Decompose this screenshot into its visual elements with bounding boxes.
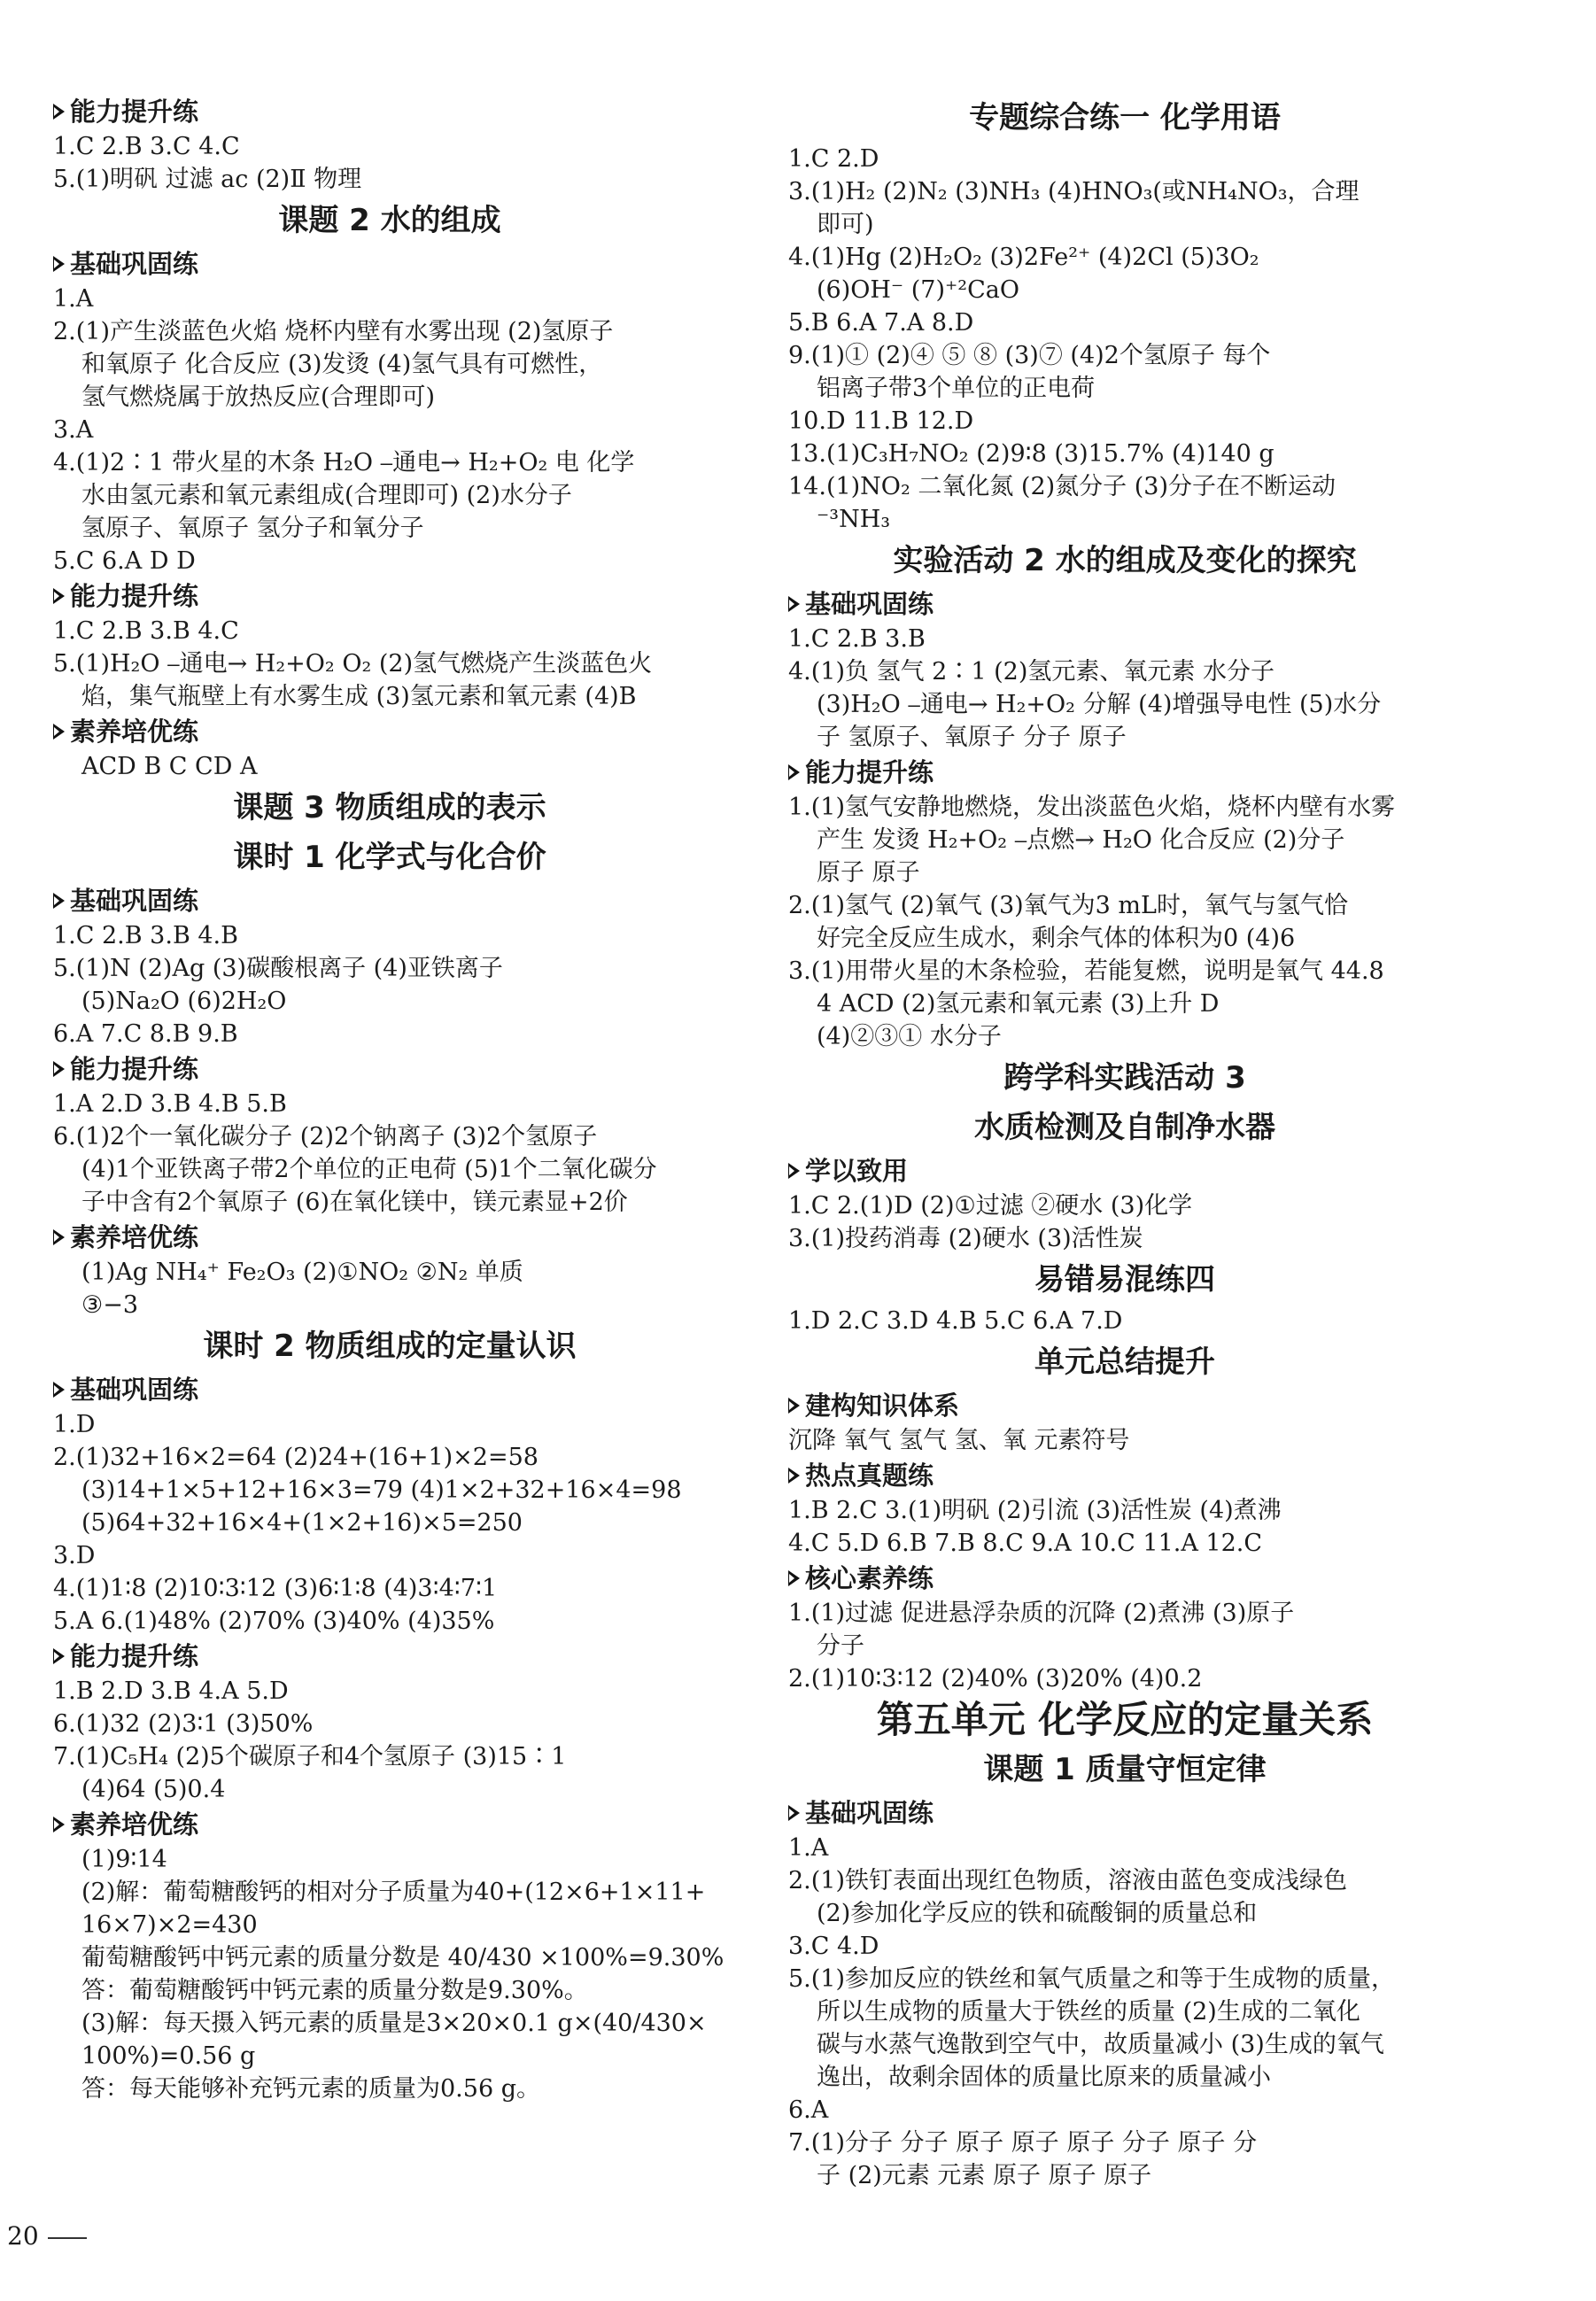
section-heading	[788, 754, 1461, 791]
answer-line: 6.(1)2个一氧化碳分子 (2)2个钠离子 (3)2个氢原子	[53, 1123, 598, 1150]
section-heading	[788, 1152, 1461, 1189]
answer-line: 5.B 6.A 7.A 8.D	[788, 309, 974, 337]
answer-line: 葡萄糖酸钙中钙元素的质量分数是 40/430 ×100%=9.30%	[81, 1944, 724, 1972]
section-heading-text: 能力提升练	[805, 757, 934, 787]
answer-line: 5.(1)H₂O ⎯通电→ H₂+O₂ O₂ (2)氢气燃烧产生淡蓝色火	[53, 650, 653, 678]
answer-line: 14.(1)NO₂ 二氧化氮 (2)氮分子 (3)分子在不断运动	[788, 473, 1336, 500]
answer-line: 1.D	[53, 1411, 96, 1438]
lesson-title: 课题 1 质量守恒定律	[983, 1752, 1267, 1787]
answer-line: 6.(1)32 (2)3∶1 (3)50%	[53, 1710, 314, 1738]
answer-line: 13.(1)C₃H₇NO₂ (2)9∶8 (3)15.7% (4)140 g	[788, 440, 1274, 468]
section-heading-text: 基础巩固练	[805, 1798, 934, 1828]
answer-line: 和氧原子 化合反应 (3)发烫 (4)氢气具有可燃性，	[81, 351, 603, 378]
answer-line: 4 ACD (2)氢元素和氧元素 (3)上升 D	[817, 990, 1220, 1018]
answer-line: 3.(1)投药消毒 (2)硬水 (3)活性炭	[788, 1225, 1143, 1252]
section-heading	[53, 1806, 726, 1843]
answer-line: 5.(1)参加反应的铁丝和氧气质量之和等于生成物的质量，	[788, 1965, 1396, 1993]
answer-line: (3)解：每天摄入钙元素的质量是3×20×0.1 g×(40/430×	[81, 2010, 707, 2037]
answer-line: 4.(1)负 氢气 2∶1 (2)氢元素、氧元素 水分子	[788, 658, 1274, 686]
lesson-title: 专题综合练一 化学用语	[969, 100, 1281, 136]
answer-line: 氢气燃烧属于放热反应(合理即可)	[81, 384, 436, 411]
answer-line: 子中含有2个氧原子 (6)在氧化镁中，镁元素显+2价	[81, 1189, 628, 1216]
section-heading-text: 能力提升练	[70, 1054, 199, 1084]
answer-line: 1.C 2.(1)D (2)①过滤 ②硬水 (3)化学	[788, 1192, 1193, 1220]
answer-line: 6.A 7.C 8.B 9.B	[53, 1020, 238, 1048]
answer-line: 逸出，故剩余固体的质量比原来的质量减小	[817, 2064, 1271, 2091]
answer-line: 1.(1)过滤 促进悬浮杂质的沉降 (2)煮沸 (3)原子	[788, 1600, 1295, 1627]
answer-line: (3)H₂O ⎯通电→ H₂+O₂ 分解 (4)增强导电性 (5)水分	[817, 691, 1382, 718]
section-heading-text: 基础巩固练	[70, 886, 199, 916]
triangle-bullet-icon	[788, 1398, 800, 1414]
section-heading	[53, 713, 726, 750]
lesson-title: 跨学科实践活动 3	[1003, 1060, 1246, 1096]
answer-line: 原子 原子	[817, 859, 920, 887]
answer-line: 3.A	[53, 416, 94, 444]
answer-line: 答：葡萄糖酸钙中钙元素的质量分数是9.30%。	[81, 1977, 588, 2004]
answer-line: 2.(1)32+16×2=64 (2)24+(16+1)×2=58	[53, 1444, 538, 1471]
lesson-title: 课时 1 化学式与化合价	[233, 840, 546, 875]
triangle-bullet-icon	[53, 1382, 65, 1398]
answer-line: 3.C 4.D	[788, 1933, 879, 1960]
section-heading	[53, 1050, 726, 1088]
answer-line: (4)64 (5)0.4	[81, 1776, 226, 1803]
section-heading	[788, 1387, 1461, 1424]
answer-line: 铝离子带3个单位的正电荷	[817, 375, 1096, 402]
answer-line: 1.A	[53, 285, 94, 313]
answer-line: 2.(1)氢气 (2)氧气 (3)氧气为3 mL时，氧气与氢气恰	[788, 892, 1348, 919]
answer-line: (4)②③① 水分子	[817, 1023, 1002, 1050]
section-heading-text: 学以致用	[805, 1156, 909, 1186]
answer-line: 子 氢原子、氧原子 分子 原子	[817, 724, 1127, 751]
section-heading-text: 基础巩固练	[70, 249, 199, 279]
answer-line: (6)OH⁻ (7)⁺²CaO	[817, 276, 1019, 304]
answer-line: 5.(1)N (2)Ag (3)碳酸根离子 (4)亚铁离子	[53, 955, 503, 982]
answer-line: (1)Ag NH₄⁺ Fe₂O₃ (2)①NO₂ ②N₂ 单质	[81, 1259, 523, 1286]
section-heading	[53, 577, 726, 615]
answer-line: 1.A 2.D 3.B 4.B 5.B	[53, 1090, 287, 1118]
answer-line: 沉降 氧气 氢气 氢、氧 元素符号	[788, 1427, 1130, 1454]
section-heading	[53, 1219, 726, 1256]
answer-line: 产生 发烫 H₂+O₂ ⎯点燃→ H₂O 化合反应 (2)分子	[817, 826, 1345, 854]
answer-line: 9.(1)① (2)④ ⑤ ⑧ (3)⑦ (4)2个氢原子 每个	[788, 342, 1271, 369]
section-heading	[53, 1371, 726, 1408]
triangle-bullet-icon	[53, 256, 65, 272]
answer-line: 3.D	[53, 1542, 96, 1569]
section-heading	[788, 1457, 1461, 1494]
answer-line: 1.A	[788, 1834, 829, 1862]
lesson-title: 课时 2 物质组成的定量认识	[203, 1329, 577, 1364]
answer-line: 3.(1)H₂ (2)N₂ (3)NH₃ (4)HNO₃(或NH₄NO₃，合理	[788, 178, 1360, 205]
triangle-bullet-icon	[53, 588, 65, 604]
answer-line: 2.(1)产生淡蓝色火焰 烧杯内壁有水雾出现 (2)氢原子	[53, 318, 614, 345]
lesson-title: 课题 3 物质组成的表示	[233, 790, 546, 825]
answer-line: 1.(1)氢气安静地燃烧，发出淡蓝色火焰，烧杯内壁有水雾	[788, 794, 1396, 821]
triangle-bullet-icon	[53, 1229, 65, 1245]
answer-line: (3)14+1×5+12+16×3=79 (4)1×2+32+16×4=98	[81, 1476, 682, 1504]
triangle-bullet-icon	[53, 1817, 65, 1832]
section-heading	[53, 1638, 726, 1675]
unit-title: 第五单元 化学反应的定量关系	[876, 1698, 1374, 1741]
answer-line: (4)1个亚铁离子带2个单位的正电荷 (5)1个二氧化碳分	[81, 1156, 657, 1183]
answer-line: 答：每天能够补充钙元素的质量为0.56 g。	[81, 2075, 540, 2103]
triangle-bullet-icon	[788, 596, 800, 612]
answer-line: 3.(1)用带火星的木条检验，若能复燃，说明是氧气 44.8	[788, 957, 1384, 985]
lesson-title: 单元总结提升	[1034, 1344, 1215, 1380]
answer-line: 1.B 2.D 3.B 4.A 5.D	[53, 1677, 289, 1705]
answer-line: 好完全反应生成水，剩余气体的体积为0 (4)6	[817, 925, 1296, 952]
triangle-bullet-icon	[788, 1468, 800, 1484]
answer-line: 4.(1)1∶8 (2)10∶3∶12 (3)6∶1∶8 (4)3∶4∶7∶1	[53, 1575, 498, 1602]
answer-line: 1.C 2.B 3.B	[788, 625, 926, 653]
lesson-title: 课题 2 水的组成	[278, 203, 501, 238]
page-number-dash	[48, 2237, 87, 2239]
answer-line: 碳与水蒸气逸散到空气中，故质量减小 (3)生成的氧气	[817, 2031, 1384, 2058]
section-heading-text: 核心素养练	[805, 1563, 934, 1593]
triangle-bullet-icon	[53, 724, 65, 740]
triangle-bullet-icon	[53, 893, 65, 909]
answer-line: 水由氢元素和氧元素组成(合理即可) (2)水分子	[81, 482, 572, 509]
answer-line: 子 (2)元素 元素 原子 原子 原子	[817, 2162, 1152, 2189]
right-column	[788, 93, 1461, 2192]
answer-line: 7.(1)分子 分子 原子 原子 原子 分子 原子 分	[788, 2129, 1258, 2157]
answer-line: 7.(1)C₅H₄ (2)5个碳原子和4个氢原子 (3)15∶1	[53, 1743, 567, 1770]
section-heading-text: 素养培优练	[70, 1809, 199, 1840]
section-heading	[53, 882, 726, 919]
answer-line: 5.(1)明矾 过滤 ac (2)Ⅱ 物理	[53, 166, 362, 193]
triangle-bullet-icon	[53, 1648, 65, 1664]
answer-line: 6.A	[788, 2096, 829, 2124]
triangle-bullet-icon	[788, 764, 800, 780]
answer-line: 1.B 2.C 3.(1)明矾 (2)引流 (3)活性炭 (4)煮沸	[788, 1497, 1282, 1524]
answer-line: (5)64+32+16×4+(1×2+16)×5=250	[81, 1509, 523, 1537]
answer-line: (2)解：葡萄糖酸钙的相对分子质量为40+(12×6+1×11+	[81, 1879, 706, 1906]
answer-line: 即可)	[817, 211, 874, 238]
lesson-title: 易错易混练四	[1034, 1262, 1215, 1298]
answer-line: (1)9∶14	[81, 1846, 167, 1873]
answer-line: (2)参加化学反应的铁和硫酸铜的质量总和	[817, 1900, 1258, 1927]
answer-line: 5.C 6.A D D	[53, 547, 196, 575]
answer-line: 4.(1)Hg (2)H₂O₂ (3)2Fe²⁺ (4)2Cl (5)3O₂	[788, 244, 1259, 271]
answer-line: 焰，集气瓶壁上有水雾生成 (3)氢元素和氧元素 (4)B	[81, 683, 637, 710]
answer-line: 氢原子、氧原子 氢分子和氧分子	[81, 515, 424, 542]
answer-line: 1.D 2.C 3.D 4.B 5.C 6.A 7.D	[788, 1307, 1123, 1335]
answer-line: 16×7)×2=430	[81, 1911, 258, 1939]
triangle-bullet-icon	[53, 1061, 65, 1077]
triangle-bullet-icon	[53, 104, 65, 120]
triangle-bullet-icon	[788, 1570, 800, 1586]
answer-line: 5.A 6.(1)48% (2)70% (3)40% (4)35%	[53, 1608, 495, 1635]
lesson-title: 实验活动 2 水的组成及变化的探究	[893, 543, 1357, 578]
answer-line: 4.C 5.D 6.B 7.B 8.C 9.A 10.C 11.A 12.C	[788, 1530, 1263, 1557]
answer-line: (5)Na₂O (6)2H₂O	[81, 988, 287, 1015]
answer-line: 4.(1)2∶1 带火星的木条 H₂O ⎯通电→ H₂+O₂ 电 化学	[53, 449, 635, 476]
answer-line: ⁻³NH₃	[817, 506, 891, 533]
section-heading	[788, 1560, 1461, 1597]
section-heading-text: 基础巩固练	[805, 589, 934, 619]
answer-line: 1.C 2.B 3.B 4.C	[53, 617, 239, 645]
answer-line: 10.D 11.B 12.D	[788, 407, 974, 435]
section-heading-text: 基础巩固练	[70, 1375, 199, 1405]
triangle-bullet-icon	[788, 1163, 800, 1179]
triangle-bullet-icon	[788, 1805, 800, 1821]
lesson-title: 水质检测及自制净水器	[974, 1110, 1275, 1145]
section-heading	[788, 585, 1461, 623]
section-heading	[53, 245, 726, 283]
answer-line: 1.C 2.B 3.C 4.C	[53, 133, 240, 160]
left-column	[53, 93, 726, 2105]
section-heading-text: 素养培优练	[70, 1222, 199, 1252]
answer-line: 1.C 2.B 3.B 4.B	[53, 922, 238, 949]
section-heading-text: 建构知识体系	[805, 1391, 960, 1421]
answer-line: 分子	[817, 1632, 864, 1660]
answer-line: 2.(1)铁钉表面出现红色物质，溶液由蓝色变成浅绿色	[788, 1867, 1348, 1894]
section-heading-text: 素养培优练	[70, 717, 199, 747]
section-heading-text: 能力提升练	[70, 1641, 199, 1671]
section-heading-text: 热点真题练	[805, 1460, 934, 1491]
answer-line: ACD B C CD A	[81, 753, 258, 780]
answer-line: 100%)=0.56 g	[81, 2042, 256, 2070]
answer-line: ③−3	[81, 1291, 139, 1319]
section-heading-text: 能力提升练	[70, 581, 199, 611]
page-number	[7, 2221, 87, 2251]
section-heading	[53, 93, 726, 130]
answer-line: 1.C 2.D	[788, 145, 879, 173]
page-number-text: 20	[7, 2221, 39, 2251]
section-heading	[788, 1794, 1461, 1832]
answer-line: 2.(1)10∶3∶12 (2)40% (3)20% (4)0.2	[788, 1665, 1203, 1693]
section-heading-text: 能力提升练	[70, 97, 199, 127]
answer-line: 所以生成物的质量大于铁丝的质量 (2)生成的二氧化	[817, 1998, 1360, 2026]
